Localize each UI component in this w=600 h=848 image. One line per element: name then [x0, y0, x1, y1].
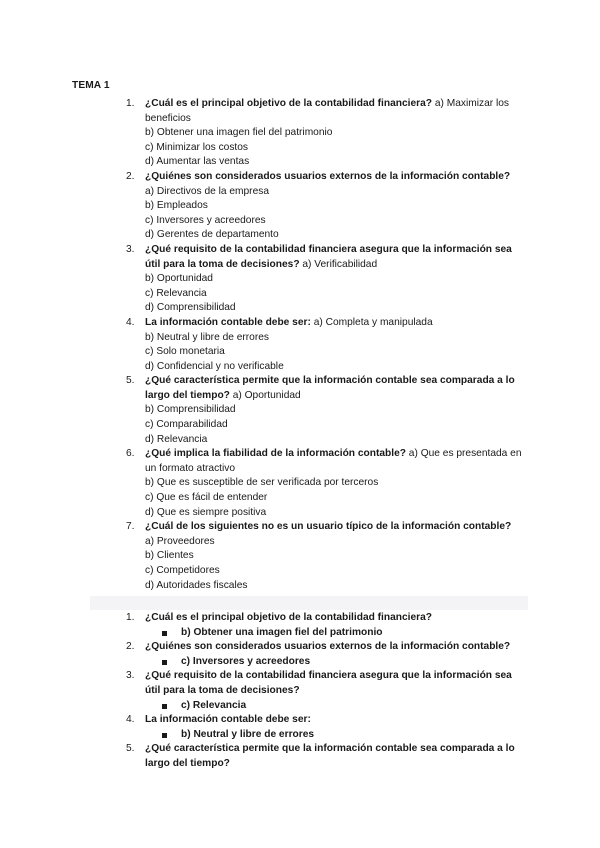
square-bullet-icon — [162, 660, 167, 665]
answer-item — [0, 611, 600, 640]
option-c: c) Solo monetaria — [145, 346, 225, 358]
answer-question-text: ¿Qué característica permite que la información contable sea comparada a lo largo del tiempo? — [145, 743, 515, 769]
option-b: b) Clientes — [145, 550, 194, 562]
question-text: ¿Qué característica permite que la información contable sea comparada a lo largo del tiempo? — [145, 375, 515, 401]
option-c: c) Competidores — [145, 565, 220, 576]
option-a: a) Directivos de la empresa — [145, 185, 269, 197]
answer-key-list — [0, 611, 600, 772]
correct-answer — [145, 655, 522, 670]
question-number: 3. — [126, 243, 135, 255]
answer-number: 5. — [126, 743, 135, 755]
square-bullet-icon — [162, 733, 167, 738]
answer-question-text: ¿Cuál es el principal objetivo de la contabilidad financiera? — [145, 612, 433, 623]
question-item — [0, 316, 600, 374]
option-d: d) Aumentar las ventas — [145, 156, 250, 168]
option-c: c) Comparabilidad — [145, 419, 228, 431]
answer-item — [0, 640, 600, 669]
square-bullet-icon — [162, 704, 167, 709]
option-b: b) Oportunidad — [145, 273, 213, 285]
option-c: c) Que es fácil de entender — [145, 492, 268, 504]
option-a: a) Maximizar los beneficios — [145, 98, 509, 124]
question-item — [0, 520, 600, 593]
answer-question-text: ¿Qué requisito de la contabilidad financiera asegura que la información sea útil para la toma de decisiones? — [145, 670, 512, 696]
option-d: d) Que es siempre positiva — [145, 506, 267, 518]
question-item — [0, 97, 600, 170]
option-d: d) Autoridades fiscales — [145, 579, 248, 591]
question-text: ¿Cuál es el principal objetivo de la contabilidad financiera? — [145, 98, 433, 109]
option-d: d) Gerentes de departamento — [145, 229, 279, 241]
option-b: b) Empleados — [145, 200, 208, 212]
answer-number: 1. — [126, 612, 135, 623]
option-d: d) Relevancia — [145, 433, 208, 445]
correct-answer — [145, 626, 522, 641]
option-a: a) Completa y manipulada — [310, 316, 433, 328]
question-list — [0, 97, 600, 593]
question-text: La información contable debe ser: — [145, 316, 311, 328]
answer-number: 3. — [126, 670, 135, 682]
question-text: ¿Qué implica la fiabilidad de la información contable? — [145, 448, 406, 460]
section-divider — [90, 596, 528, 610]
answer-item — [0, 713, 600, 742]
question-item — [0, 374, 600, 447]
answer-number: 4. — [126, 714, 135, 726]
question-item — [0, 243, 600, 316]
option-b: b) Comprensibilidad — [145, 404, 236, 416]
answer-number: 2. — [126, 641, 135, 653]
question-text: ¿Quiénes son considerados usuarios externos de la información contable? — [145, 170, 511, 182]
question-item — [0, 170, 600, 243]
answer-question-text: La información contable debe ser: — [145, 714, 311, 726]
option-a: a) Que es presentada en un formato atractivo — [145, 448, 522, 474]
question-number: 6. — [126, 448, 135, 460]
question-item — [0, 447, 600, 520]
answer-item — [0, 669, 600, 713]
question-number: 1. — [126, 98, 135, 109]
correct-answer — [145, 728, 522, 743]
option-a: a) Oportunidad — [229, 389, 301, 401]
correct-answer-text: b) Obtener una imagen fiel del patrimonio — [181, 626, 383, 638]
option-c: c) Inversores y acreedores — [145, 214, 266, 226]
correct-answer — [145, 699, 522, 714]
option-b: b) Neutral y libre de errores — [145, 331, 269, 343]
correct-answer-text: b) Neutral y libre de errores — [181, 728, 315, 740]
option-d: d) Comprensibilidad — [145, 302, 236, 314]
question-number: 5. — [126, 375, 135, 387]
question-number: 2. — [126, 170, 135, 182]
option-a: a) Verificabilidad — [299, 258, 378, 270]
option-a: a) Proveedores — [145, 535, 215, 547]
question-text: ¿Qué requisito de la contabilidad financiera asegura que la información sea útil para la toma de decisiones? — [145, 243, 512, 270]
correct-answer-text: c) Inversores y acreedores — [181, 655, 311, 667]
question-number: 7. — [126, 521, 135, 533]
option-b: b) Obtener una imagen fiel del patrimonio — [145, 127, 333, 139]
question-number: 4. — [126, 316, 135, 328]
option-d: d) Confidencial y no verificable — [145, 360, 284, 372]
square-bullet-icon — [162, 631, 167, 636]
question-text: ¿Cuál de los siguientes no es un usuario típico de la información contable? — [145, 521, 512, 533]
option-c: c) Relevancia — [145, 287, 207, 299]
option-c: c) Minimizar los costos — [145, 141, 249, 153]
option-b: b) Que es susceptible de ser verificada por terceros — [145, 477, 379, 489]
section-heading: TEMA 1 — [72, 80, 110, 91]
correct-answer-text: c) Relevancia — [181, 699, 247, 711]
answer-item — [0, 742, 600, 771]
answer-question-text: ¿Quiénes son considerados usuarios externos de la información contable? — [145, 641, 511, 653]
